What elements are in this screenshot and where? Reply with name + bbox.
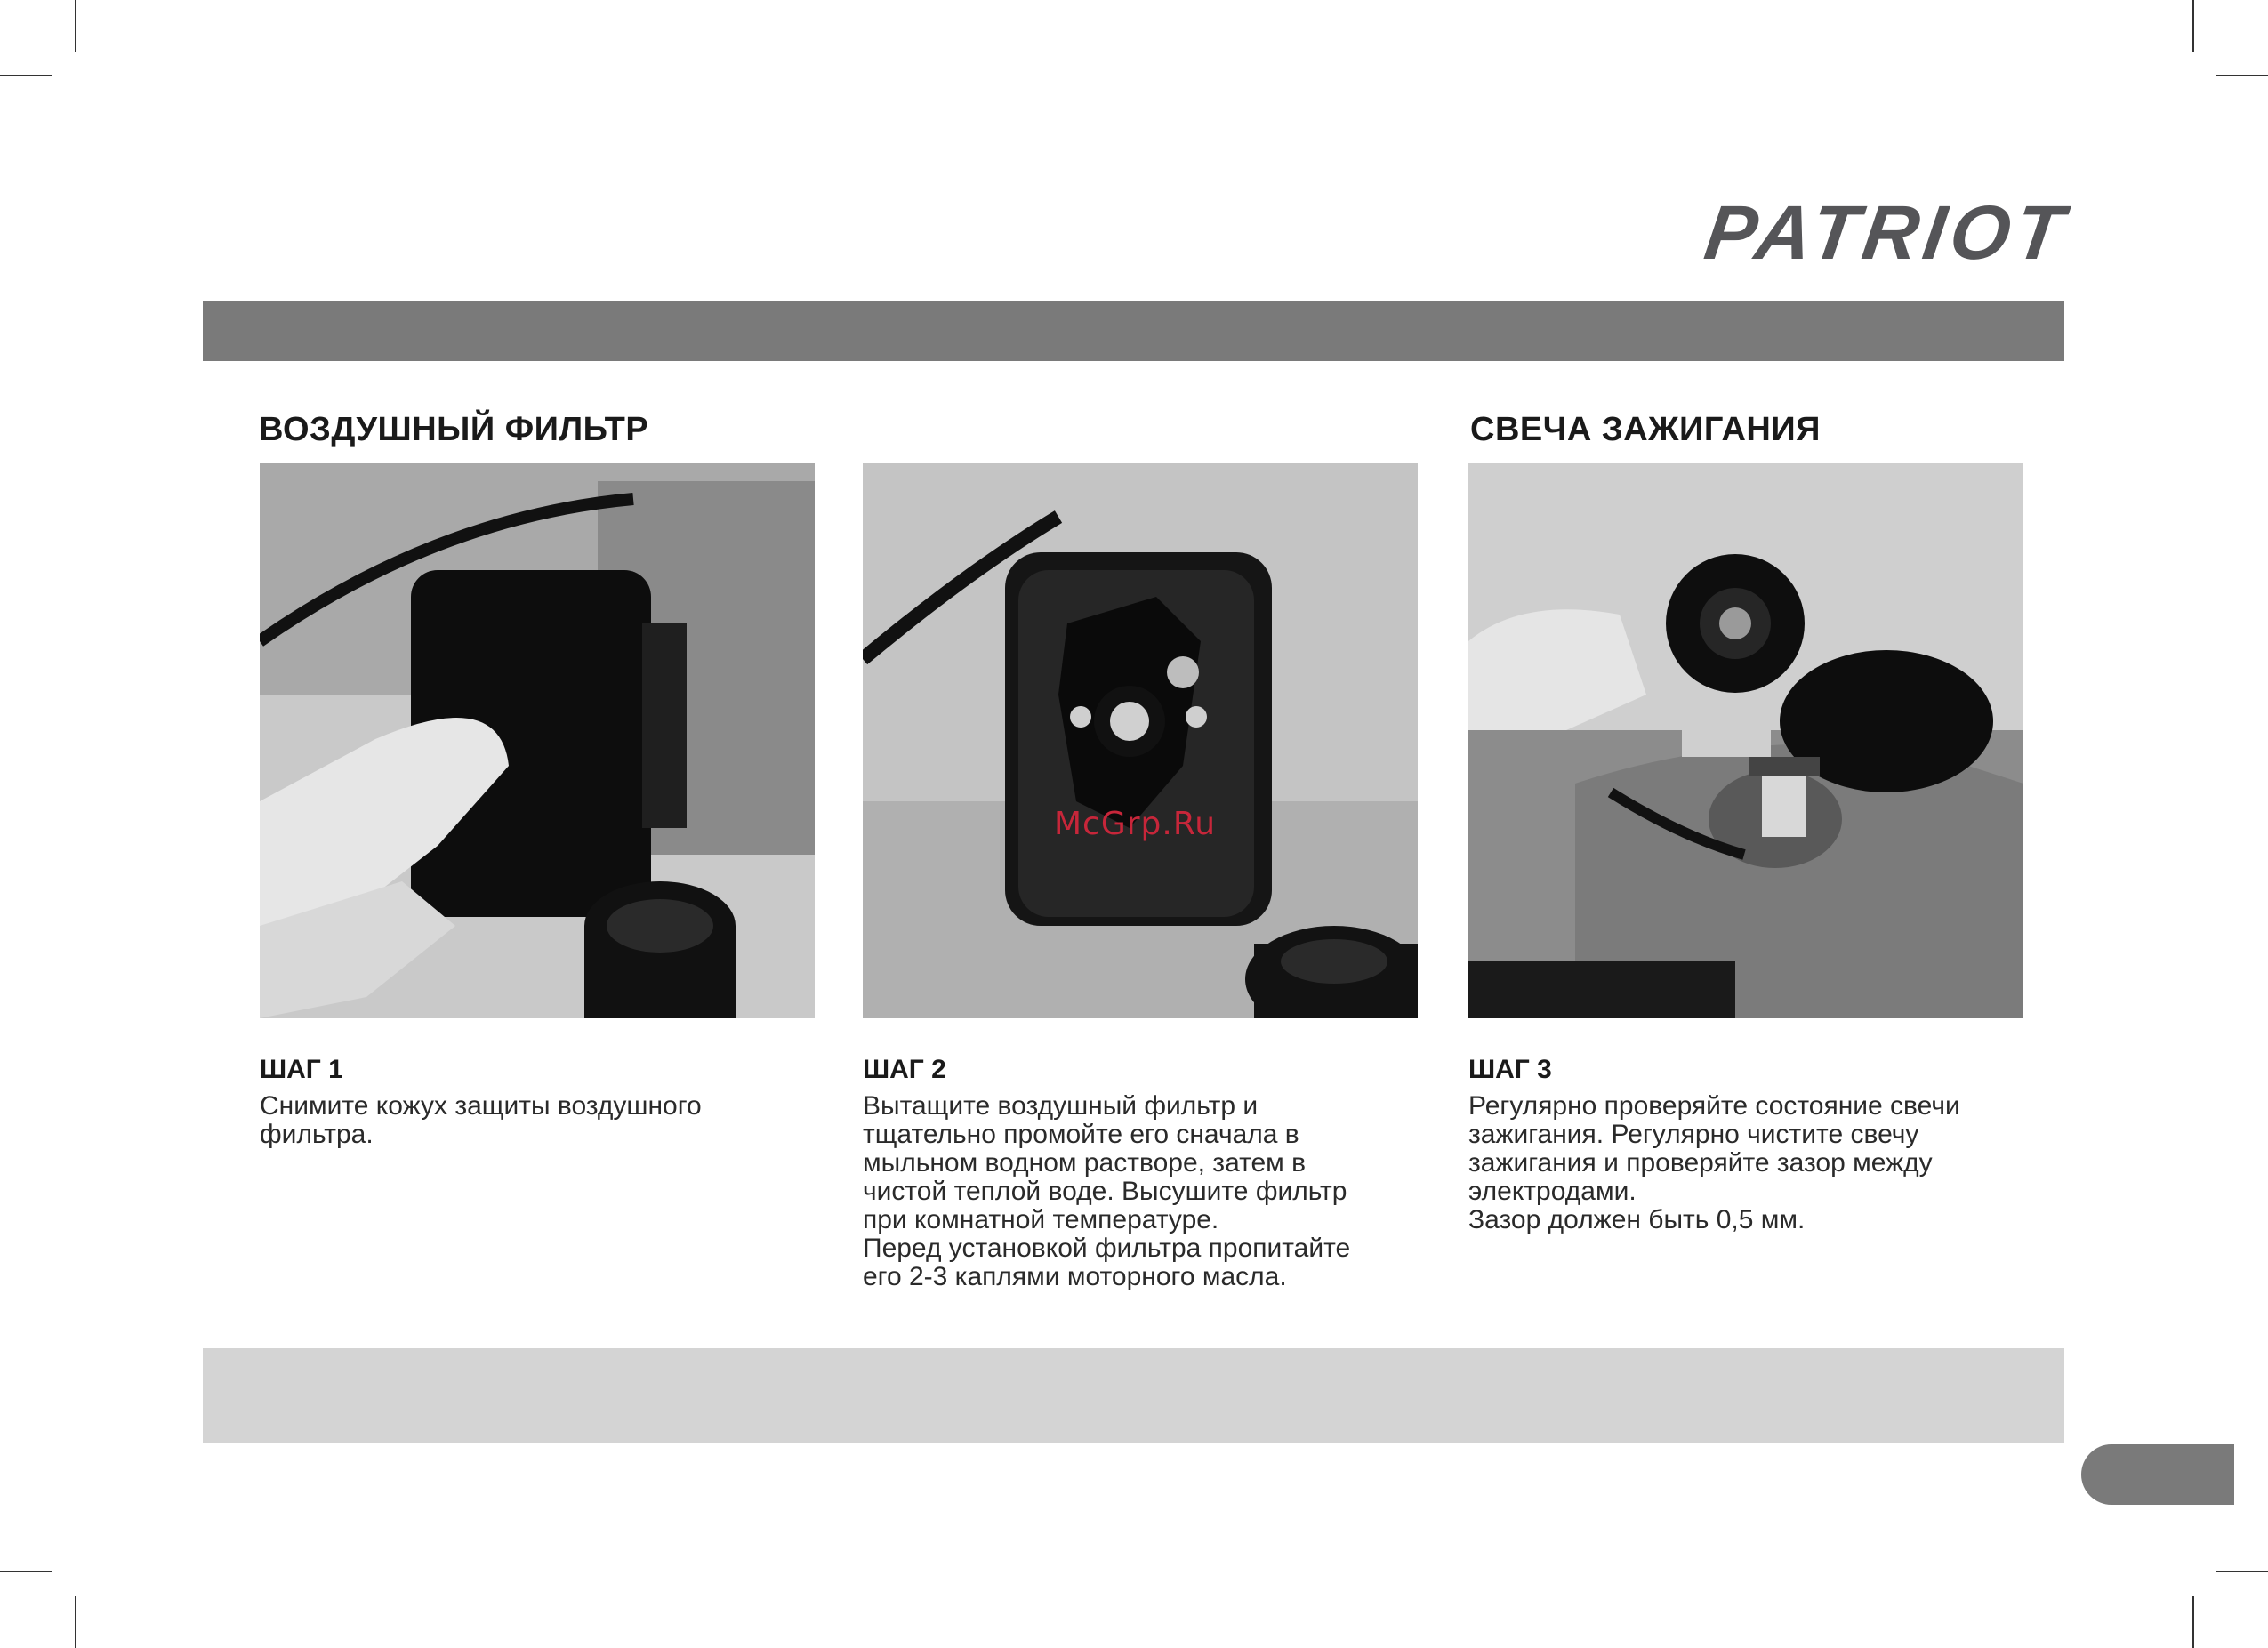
step-2-line: мыльном водном растворе, затем в <box>863 1148 1307 1178</box>
crop-mark <box>2216 75 2268 76</box>
page-number-tab <box>2081 1444 2234 1505</box>
step-3-line: Регулярно проверяйте состояние свечи <box>1468 1091 1960 1121</box>
step-1-text <box>260 1092 829 1149</box>
header-band <box>203 301 2064 361</box>
crop-mark <box>2216 1571 2268 1572</box>
step-3-text <box>1468 1092 2038 1234</box>
step-1-line: фильтра. <box>260 1120 374 1149</box>
step-2-line: его 2-3 каплями моторного масла. <box>863 1262 1287 1291</box>
step-2-line: чистой теплой воде. Высушите фильтр <box>863 1177 1347 1206</box>
photo-step-2 <box>863 463 1418 1018</box>
crop-mark <box>2192 1596 2194 1648</box>
crop-mark <box>0 75 52 76</box>
photo-step-3-image <box>1468 463 2023 1018</box>
brand-logo-text: PATRIOT <box>1700 190 2074 276</box>
step-3-line: зажигания. Регулярно чистите свечу <box>1468 1120 1919 1149</box>
photo-step-2-image <box>863 463 1418 1018</box>
step-3-line: Зазор должен быть 0,5 мм. <box>1468 1205 1806 1234</box>
photo-step-3 <box>1468 463 2023 1018</box>
crop-mark <box>75 1596 76 1648</box>
step-2-line: Вытащите воздушный фильтр и <box>863 1091 1259 1121</box>
crop-mark <box>0 1571 52 1572</box>
crop-mark <box>2192 0 2194 52</box>
brand-logo <box>1619 190 2074 276</box>
step-1-title: ШАГ 1 <box>260 1055 343 1084</box>
footer-band <box>203 1348 2064 1443</box>
watermark-text: McGrp.Ru <box>1054 806 1217 842</box>
step-2-text <box>863 1092 1432 1291</box>
step-3-line: зажигания и проверяйте зазор между <box>1468 1148 1933 1178</box>
step-2-title: ШАГ 2 <box>863 1055 946 1084</box>
photo-step-1 <box>260 463 815 1018</box>
spark-plug-section-title: СВЕЧА ЗАЖИГАНИЯ <box>1470 411 1821 448</box>
step-1-line: Снимите кожух защиты воздушного <box>260 1091 702 1121</box>
step-2-line: тщательно промойте его сначала в <box>863 1120 1299 1149</box>
air-filter-section-title: ВОЗДУШНЫЙ ФИЛЬТР <box>259 411 649 448</box>
photo-step-1-image <box>260 463 815 1018</box>
step-3-title: ШАГ 3 <box>1468 1055 1552 1084</box>
step-3-line: электродами. <box>1468 1177 1637 1206</box>
step-2-line: Перед установкой фильтра пропитайте <box>863 1234 1351 1263</box>
crop-mark <box>75 0 76 52</box>
step-2-line: при комнатной температуре. <box>863 1205 1219 1234</box>
